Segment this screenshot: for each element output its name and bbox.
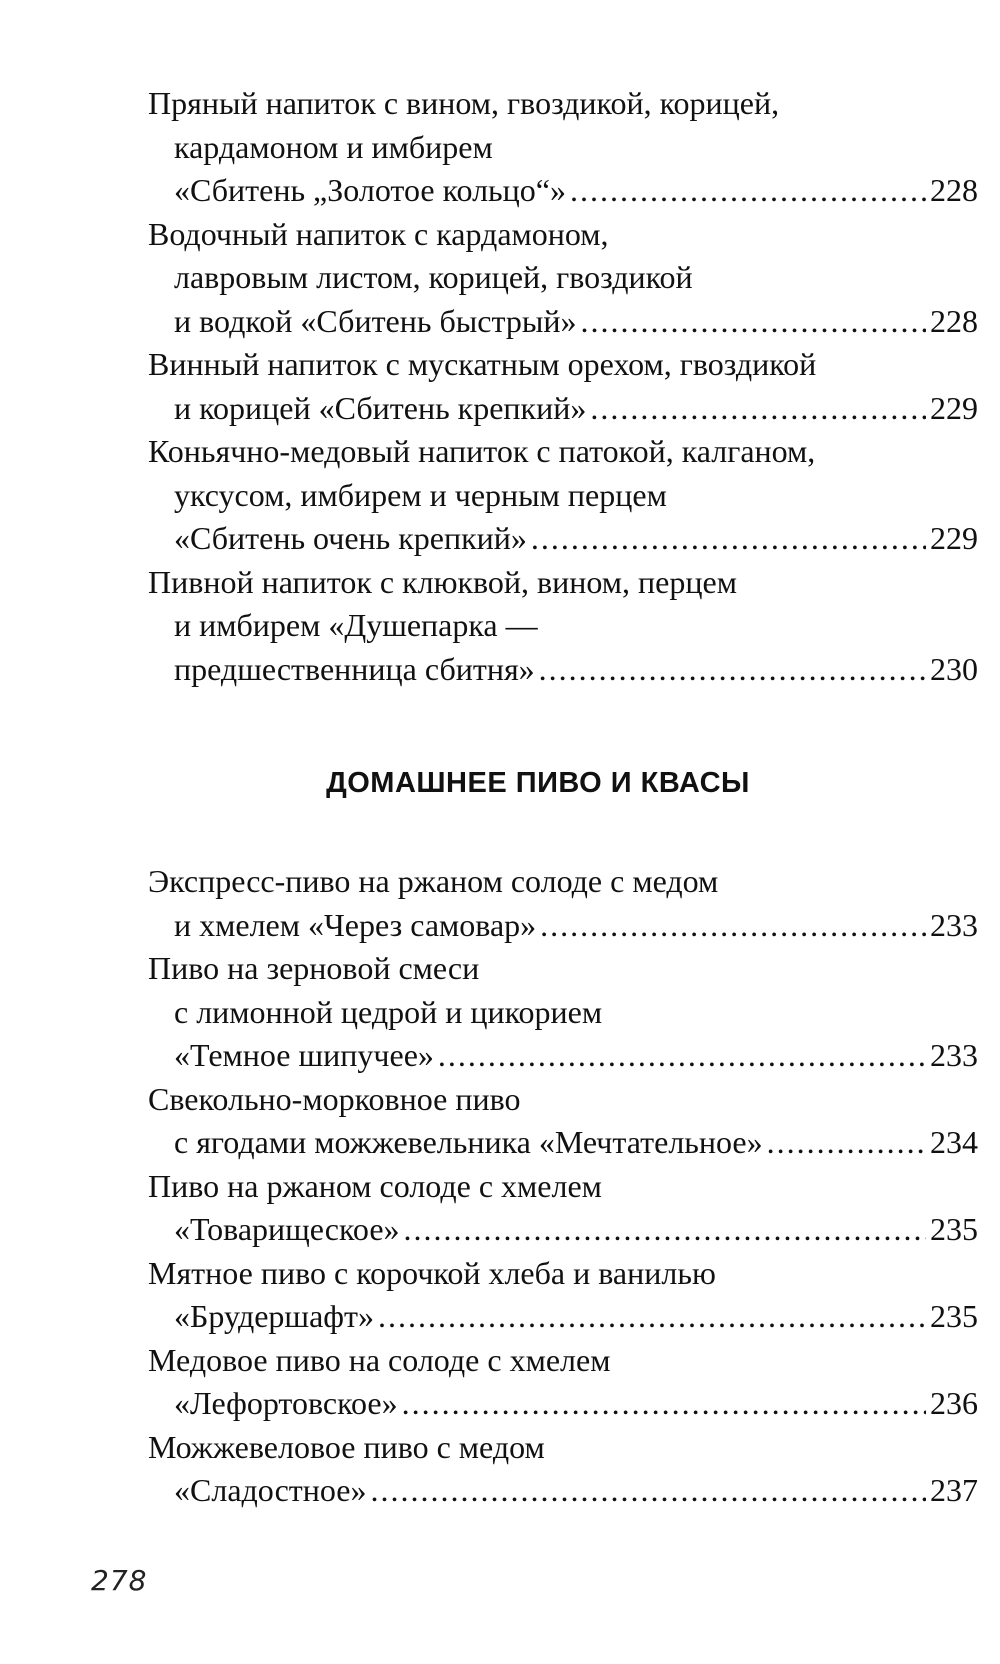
toc-entry-title-end: предшественница сбитня» (174, 650, 535, 687)
leader-dots (404, 1208, 926, 1252)
toc-page-number: 236 (930, 1385, 978, 1421)
toc-entry-final-line (148, 1469, 978, 1513)
toc-entry-final-line (148, 387, 978, 431)
leader-dots (539, 648, 926, 692)
toc-entry-final-line (148, 300, 978, 344)
handwritten-page-number: 278 (91, 1564, 148, 1597)
toc-page-number: 229 (930, 520, 978, 556)
toc-page (148, 82, 978, 1513)
leader-dots (590, 387, 926, 431)
leader-dots (402, 1382, 926, 1426)
toc-page-number: 230 (930, 650, 978, 687)
toc-entry-line: Экспресс-пиво на ржаном солоде с медом (148, 863, 719, 899)
toc-page-number: 235 (930, 1211, 978, 1247)
toc-entry-line: уксусом, имбирем и черным перцем (174, 476, 667, 513)
toc-entry (148, 947, 978, 1078)
toc-entry-final-line (148, 648, 978, 692)
toc-entry-title-end: «Сладостное» (174, 1472, 367, 1508)
toc-page-number: 233 (930, 1037, 978, 1073)
toc-entry-final-line (148, 169, 978, 213)
leader-dots (378, 1295, 926, 1339)
toc-entry-title-end: с ягодами можжевельника «Мечтательное» (174, 1124, 763, 1160)
leader-dots (531, 517, 926, 561)
leader-dots (767, 1121, 926, 1165)
toc-entry-line: Коньячно-медовый напиток с патокой, калганом, (148, 433, 816, 469)
toc-entry-line: Водочный напиток с кардамоном, (148, 215, 609, 252)
toc-entry-final-line (148, 1034, 978, 1078)
toc-entry-line: лавровым листом, корицей, гвоздикой (174, 259, 693, 295)
toc-entry (148, 1426, 978, 1513)
toc-entry-title-end: и водкой «Сбитень быстрый» (174, 302, 577, 339)
toc-entry-line: Винный напиток с мускатным орехом, гвоздикой (148, 346, 817, 382)
toc-entry-line: Можжевеловое пиво с медом (148, 1428, 545, 1465)
toc-entry-line: и имбирем «Душепарка — (174, 607, 538, 643)
toc-entry (148, 82, 978, 213)
toc-entry-title-end: «Темное шипучее» (174, 1037, 434, 1073)
toc-entry-line: Свекольно-морковное пиво (148, 1080, 521, 1117)
leader-dots (371, 1469, 927, 1513)
toc-entry-line: Медовое пиво на солоде с хмелем (148, 1341, 611, 1378)
toc-entry (148, 1252, 978, 1339)
toc-page-number: 229 (930, 389, 978, 426)
toc-entry-title-end: и хмелем «Через самовар» (174, 906, 537, 943)
toc-entry (148, 343, 978, 430)
toc-entry-title-end: «Сбитень „Золотое кольцо“» (174, 172, 566, 208)
toc-entry (148, 860, 978, 947)
toc-page-number: 233 (930, 906, 978, 943)
toc-entry (148, 561, 978, 692)
toc-entry-final-line (148, 1121, 978, 1165)
leader-dots (438, 1034, 926, 1078)
toc-entry (148, 1078, 978, 1165)
toc-page-number: 234 (930, 1124, 978, 1160)
toc-entry-title-end: «Брудершафт» (174, 1298, 374, 1334)
toc-list-beer-kvass (148, 860, 978, 1513)
toc-entry-line: Пряный напиток с вином, гвоздикой, корицей, (148, 85, 780, 121)
toc-entry-final-line (148, 517, 978, 561)
toc-entry-line: Мятное пиво с корочкой хлеба и ванилью (148, 1254, 716, 1291)
toc-entry-final-line (148, 904, 978, 948)
toc-entry-title-end: «Сбитень очень крепкий» (174, 520, 527, 556)
toc-entry (148, 1339, 978, 1426)
toc-page-number: 235 (930, 1298, 978, 1334)
toc-entry-title-end: и корицей «Сбитень крепкий» (174, 389, 587, 426)
toc-entry (148, 213, 978, 344)
toc-entry-final-line (148, 1382, 978, 1426)
toc-entry-title-end: «Лефортовское» (174, 1385, 398, 1421)
toc-list-drinks (148, 82, 978, 691)
toc-entry-title-end: «Товарищеское» (174, 1211, 400, 1247)
toc-entry-final-line (148, 1208, 978, 1252)
section-title: ДОМАШНЕЕ ПИВО И КВАСЫ (326, 767, 750, 799)
toc-entry-line: Пиво на ржаном солоде с хмелем (148, 1167, 602, 1204)
toc-page-number: 228 (930, 302, 978, 339)
toc-entry-line: с лимонной цедрой и цикорием (174, 993, 603, 1030)
leader-dots (580, 300, 926, 344)
toc-entry (148, 430, 978, 561)
toc-entry (148, 1165, 978, 1252)
leader-dots (540, 904, 926, 948)
leader-dots (570, 169, 926, 213)
toc-page-number: 237 (930, 1472, 978, 1508)
toc-entry-line: Пивной напиток с клюквой, вином, перцем (148, 563, 737, 600)
toc-page-number: 228 (930, 172, 978, 208)
toc-entry-line: Пиво на зерновой смеси (148, 950, 480, 986)
toc-entry-line: кардамоном и имбирем (174, 128, 493, 165)
toc-entry-final-line (148, 1295, 978, 1339)
